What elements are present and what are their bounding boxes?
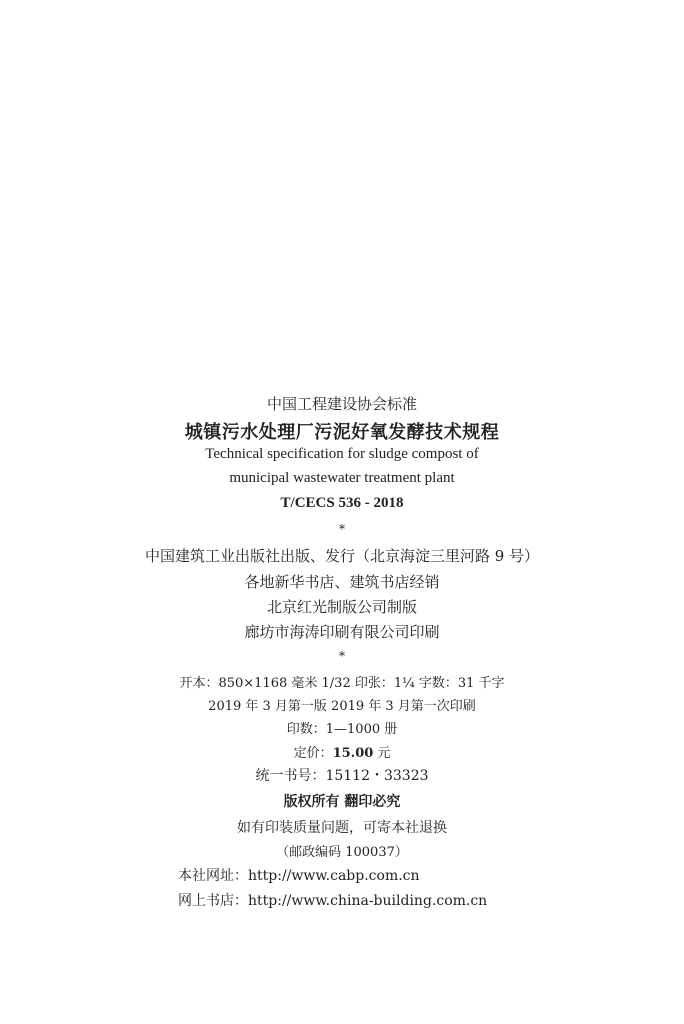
publisher-line: 中国建筑工业出版社出版、发行（北京海淀三里河路 9 号） <box>144 547 540 565</box>
price-value: 15.00 <box>332 746 374 761</box>
print-run: 印数：1—1000 册 <box>286 722 398 737</box>
document-title-cn: 城镇污水处理厂污泥好氧发酵技术规程 <box>184 422 500 443</box>
edition-info: 2019 年 3 月第一版 2019 年 3 月第一次印刷 <box>208 699 476 714</box>
standard-code: T/CECS 536 - 2018 <box>280 495 404 511</box>
distributor-line: 各地新华书店、建筑书店经销 <box>244 573 440 591</box>
separator-star: * <box>339 649 345 663</box>
publisher-website: 本社网址：http://www.cabp.com.cn <box>178 868 420 884</box>
price-label: 定价： <box>293 746 333 761</box>
plate-maker-line: 北京红光制版公司制版 <box>266 598 417 616</box>
price <box>0 742 684 761</box>
contact-note: 如有印装质量问题，可寄本社退换 <box>237 820 447 836</box>
printer-line: 廊坊市海涛印刷有限公司印刷 <box>244 623 440 641</box>
book-specs: 开本：850×1168 毫米 1/32 印张：1¼ 字数：31 千字 <box>179 676 505 691</box>
online-bookstore: 网上书店：http://www.china-building.com.cn <box>178 893 488 909</box>
document-title-en-line2: municipal wastewater treatment plant <box>229 470 455 486</box>
rights-notice: 版权所有 翻印必究 <box>283 794 401 810</box>
unified-book-number: 统一书号：15112・33323 <box>255 768 429 784</box>
postal-code: （邮政编码 100037） <box>276 845 408 860</box>
price-unit: 元 <box>373 746 391 761</box>
separator-star: * <box>339 522 345 536</box>
document-title-en-line1: Technical specification for sludge compost of <box>205 446 479 462</box>
standard-series: 中国工程建设协会标准 <box>266 395 417 413</box>
